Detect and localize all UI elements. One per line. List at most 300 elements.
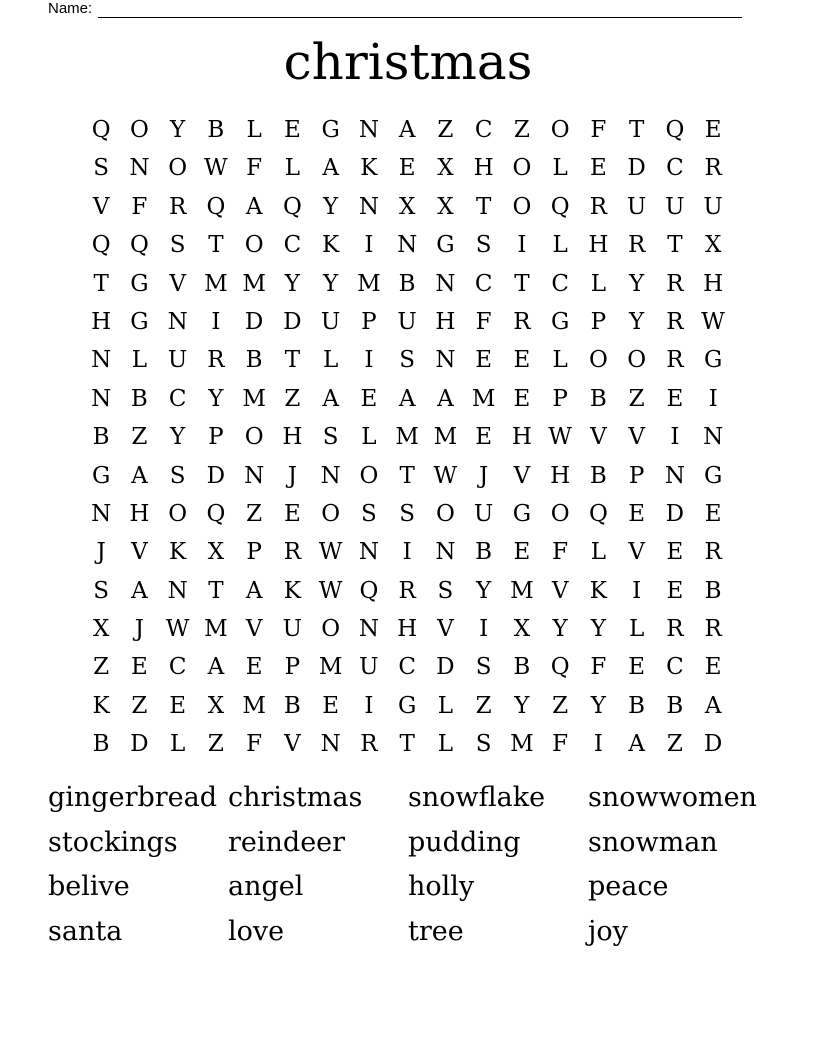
grid-letter: Q — [129, 232, 149, 259]
grid-letter: Z — [552, 692, 569, 719]
grid-letter: V — [284, 731, 301, 758]
grid-letter: O — [550, 117, 570, 143]
grid-letter: O — [512, 155, 532, 182]
grid-row — [82, 572, 734, 610]
grid-letter: B — [475, 539, 493, 566]
word-list-item: santa — [48, 916, 123, 948]
grid-letter: X — [513, 616, 531, 643]
grid-letter: N — [129, 155, 150, 182]
grid-letter: X — [437, 193, 454, 220]
grid-letter: S — [322, 424, 339, 451]
grid-letter: Y — [323, 193, 339, 220]
grid-letter: R — [666, 616, 684, 643]
grid-letter: Y — [208, 385, 224, 412]
grid-letter: N — [320, 731, 341, 758]
grid-row — [82, 687, 734, 725]
grid-letter: B — [245, 347, 263, 374]
grid-letter: N — [664, 462, 685, 489]
grid-letter: O — [168, 155, 188, 182]
grid-letter: K — [589, 577, 607, 604]
grid-letter: T — [514, 270, 530, 297]
grid-letter: Q — [550, 193, 570, 220]
grid-row — [82, 418, 734, 456]
grid-letter: E — [130, 654, 148, 681]
grid-letter: X — [398, 193, 416, 220]
grid-letter: D — [244, 308, 264, 335]
grid-letter: U — [473, 500, 494, 527]
grid-letter: W — [548, 424, 572, 451]
word-list-item: snowwomen — [588, 782, 757, 813]
word-list-item: holly — [408, 871, 475, 903]
word-list-item: peace — [588, 871, 669, 903]
grid-letter: N — [358, 117, 379, 143]
grid-letter: L — [590, 539, 607, 566]
grid-letter: D — [283, 308, 302, 335]
grid-letter: L — [437, 692, 454, 719]
grid-letter: S — [93, 155, 109, 182]
grid-letter: C — [474, 117, 493, 143]
grid-letter: W — [204, 155, 228, 182]
grid-letter: M — [204, 270, 228, 297]
grid-letter: M — [242, 385, 266, 412]
grid-letter: E — [283, 117, 301, 143]
grid-letter: C — [666, 155, 684, 182]
grid-letter: M — [242, 270, 266, 297]
grid-letter: E — [283, 500, 301, 527]
grid-letter: P — [208, 424, 224, 451]
grid-letter: K — [169, 539, 187, 566]
grid-letter: G — [91, 462, 111, 489]
grid-row — [82, 111, 734, 149]
grid-letter: G — [512, 500, 532, 527]
grid-letter: O — [168, 500, 188, 527]
grid-letter: W — [318, 539, 343, 566]
grid-letter: Q — [91, 232, 111, 259]
grid-letter: Z — [246, 500, 263, 527]
grid-letter: Q — [91, 117, 111, 143]
grid-letter: X — [92, 616, 110, 643]
grid-letter: O — [550, 500, 570, 527]
grid-letter: I — [364, 692, 374, 719]
grid-letter: Z — [131, 692, 148, 719]
grid-letter: Q — [206, 500, 226, 527]
grid-letter: A — [398, 385, 416, 412]
grid-letter: D — [665, 500, 685, 527]
grid-letter: F — [552, 539, 569, 566]
grid-letter: E — [704, 117, 722, 143]
grid-letter: G — [397, 692, 417, 719]
grid-row — [82, 149, 734, 187]
grid-letter: F — [552, 731, 569, 758]
grid-letter: W — [318, 577, 343, 604]
grid-letter: O — [588, 347, 608, 374]
grid-letter: N — [91, 500, 112, 527]
grid-letter: H — [129, 500, 150, 527]
grid-letter: O — [359, 462, 379, 489]
grid-letter: E — [513, 385, 531, 412]
grid-letter: M — [510, 577, 534, 604]
grid-letter: X — [207, 692, 225, 719]
grid-letter: T — [475, 193, 492, 220]
grid-letter: D — [627, 155, 646, 182]
grid-letter: I — [402, 539, 412, 566]
grid-letter: N — [91, 385, 112, 412]
grid-letter: T — [667, 232, 683, 259]
grid-letter: G — [321, 117, 340, 143]
grid-letter: P — [361, 308, 377, 335]
grid-letter: U — [359, 654, 379, 681]
grid-letter: U — [397, 308, 417, 335]
grid-letter: Y — [284, 270, 300, 297]
grid-letter: W — [165, 616, 190, 643]
grid-letter: Z — [666, 731, 683, 758]
word-list — [48, 776, 768, 955]
grid-row — [82, 303, 734, 341]
grid-letter: V — [245, 616, 263, 643]
grid-letter: N — [91, 347, 112, 374]
grid-letter: M — [357, 270, 381, 297]
grid-letter: E — [666, 539, 684, 566]
grid-letter: A — [322, 155, 339, 182]
grid-letter: N — [435, 270, 456, 297]
grid-letter: O — [321, 616, 341, 643]
grid-letter: L — [246, 117, 262, 143]
grid-letter: K — [322, 232, 340, 259]
grid-letter: V — [169, 270, 186, 297]
grid-letter: Q — [359, 577, 379, 604]
grid-row — [82, 610, 734, 648]
grid-letter: T — [628, 117, 645, 143]
grid-letter: F — [246, 731, 263, 758]
grid-letter: E — [628, 654, 646, 681]
word-list-item: angel — [228, 871, 304, 903]
grid-letter: N — [358, 193, 379, 220]
grid-letter: O — [321, 500, 341, 527]
grid-letter: B — [398, 270, 416, 297]
grid-letter: I — [211, 308, 221, 335]
grid-letter: S — [475, 731, 492, 758]
grid-letter: H — [588, 232, 609, 259]
grid-letter: E — [322, 692, 340, 719]
grid-letter: T — [93, 270, 109, 297]
word-list-item: pudding — [408, 826, 521, 858]
grid-letter: C — [168, 385, 187, 412]
grid-row — [82, 265, 734, 303]
grid-row — [82, 495, 734, 533]
grid-letter: T — [399, 731, 415, 758]
grid-letter: H — [473, 155, 494, 182]
grid-letter: S — [475, 232, 492, 259]
grid-letter: N — [358, 539, 379, 566]
grid-letter: I — [479, 616, 489, 643]
grid-letter: T — [208, 577, 224, 604]
grid-letter: N — [703, 424, 724, 451]
grid-letter: Y — [590, 692, 606, 719]
grid-letter: R — [704, 155, 722, 182]
grid-letter: P — [246, 539, 262, 566]
grid-letter: X — [437, 155, 454, 182]
grid-letter: E — [245, 654, 263, 681]
grid-letter: V — [551, 577, 569, 604]
grid-letter: Z — [131, 424, 148, 451]
grid-letter: B — [666, 692, 684, 719]
puzzle-title: christmas — [283, 33, 533, 91]
grid-letter: L — [552, 232, 568, 259]
grid-letter: I — [670, 424, 680, 451]
grid-letter: J — [287, 462, 297, 489]
grid-letter: Q — [665, 117, 685, 143]
grid-letter: O — [512, 193, 532, 220]
grid-letter: S — [399, 347, 415, 374]
grid-letter: I — [364, 232, 374, 259]
grid-letter: W — [433, 462, 458, 489]
grid-letter: J — [134, 616, 144, 643]
grid-letter: R — [168, 193, 187, 220]
grid-letter: V — [131, 539, 148, 566]
grid-letter: G — [550, 308, 570, 335]
grid-letter: T — [208, 232, 224, 259]
grid-letter: E — [628, 500, 646, 527]
grid-letter: J — [479, 462, 489, 489]
grid-letter: Y — [590, 616, 606, 643]
grid-letter: R — [704, 539, 722, 566]
grid-letter: V — [628, 424, 645, 451]
grid-letter: A — [398, 117, 416, 143]
grid-letter: M — [433, 424, 458, 451]
word-list-item: christmas — [228, 782, 363, 813]
grid-letter: W — [701, 308, 725, 335]
grid-letter: Q — [282, 193, 302, 220]
grid-letter: K — [283, 577, 301, 604]
grid-letter: Y — [170, 424, 186, 451]
grid-letter: Z — [513, 117, 530, 143]
grid-letter: S — [475, 654, 492, 681]
grid-letter: B — [704, 577, 722, 604]
grid-letter: B — [628, 692, 646, 719]
grid-letter: H — [91, 308, 112, 335]
grid-letter: B — [92, 424, 110, 451]
grid-row — [82, 648, 734, 686]
grid-letter: E — [666, 577, 684, 604]
grid-letter: M — [204, 616, 228, 643]
grid-letter: L — [552, 347, 568, 374]
grid-letter: L — [590, 270, 607, 297]
name-label: Name: — [48, 0, 93, 17]
grid-letter: A — [245, 193, 263, 220]
grid-letter: R — [589, 193, 608, 220]
grid-letter: V — [437, 616, 454, 643]
word-list-item: snowflake — [408, 782, 546, 813]
grid-letter: N — [167, 308, 188, 335]
grid-letter: M — [395, 424, 419, 451]
grid-letter: V — [628, 539, 645, 566]
grid-letter: U — [282, 616, 303, 643]
grid-letter: Q — [588, 500, 608, 527]
grid-letter: E — [475, 347, 493, 374]
grid-letter: H — [550, 462, 571, 489]
grid-letter: R — [207, 347, 225, 374]
grid-letter: E — [475, 424, 493, 451]
grid-letter: B — [130, 385, 148, 412]
grid-letter: A — [704, 692, 722, 719]
grid-letter: Z — [207, 731, 224, 758]
word-list-item: love — [228, 916, 285, 948]
grid-letter: B — [92, 731, 110, 758]
grid-letter: A — [131, 462, 148, 489]
grid-letter: V — [590, 424, 607, 451]
grid-letter: Y — [323, 270, 339, 297]
grid-row — [82, 380, 734, 418]
grid-letter: O — [244, 232, 264, 259]
grid-letter: R — [666, 270, 684, 297]
grid-row — [82, 533, 734, 571]
grid-letter: Y — [552, 616, 568, 643]
grid-letter: E — [704, 654, 722, 681]
grid-letter: K — [92, 692, 110, 719]
grid-letter: M — [471, 385, 496, 412]
grid-letter: E — [169, 692, 187, 719]
grid-letter: B — [283, 692, 301, 719]
grid-letter: Z — [284, 385, 301, 412]
grid-letter: P — [284, 654, 301, 681]
grid-letter: N — [397, 232, 418, 259]
grid-letter: Z — [93, 654, 110, 681]
grid-letter: R — [398, 577, 416, 604]
grid-letter: I — [632, 577, 642, 604]
grid-letter: L — [437, 731, 454, 758]
grid-letter: B — [589, 462, 607, 489]
grid-letter: C — [283, 232, 302, 259]
word-list-item: belive — [48, 871, 130, 903]
grid-letter: L — [131, 347, 148, 374]
grid-letter: N — [320, 462, 341, 489]
grid-letter: F — [590, 117, 607, 143]
grid-letter: S — [437, 577, 454, 604]
grid-letter: Z — [475, 692, 492, 719]
grid-letter: E — [513, 347, 531, 374]
grid-letter: H — [703, 270, 724, 297]
grid-letter: G — [436, 232, 455, 259]
grid-letter: R — [360, 731, 378, 758]
grid-row — [82, 341, 734, 379]
grid-letter: C — [398, 654, 416, 681]
grid-letter: H — [397, 616, 418, 643]
grid-letter: A — [437, 385, 454, 412]
grid-letter: V — [513, 462, 531, 489]
name-blank-line — [98, 3, 742, 18]
grid-letter: L — [284, 155, 301, 182]
grid-letter: A — [207, 654, 225, 681]
grid-letter: O — [244, 424, 264, 451]
grid-letter: R — [627, 232, 646, 259]
grid-letter: V — [92, 193, 110, 220]
grid-letter: N — [167, 577, 188, 604]
grid-letter: C — [168, 654, 187, 681]
grid-letter: E — [398, 155, 416, 182]
grid-letter: R — [283, 539, 302, 566]
grid-letter: B — [589, 385, 607, 412]
grid-letter: R — [666, 308, 684, 335]
grid-letter: M — [510, 731, 534, 758]
grid-letter: X — [207, 539, 225, 566]
grid-letter: T — [399, 462, 415, 489]
grid-letter: F — [246, 155, 263, 182]
grid-letter: N — [244, 462, 265, 489]
grid-letter: P — [628, 462, 645, 489]
grid-letter: D — [130, 731, 149, 758]
grid-letter: Q — [206, 193, 226, 220]
grid-letter: G — [703, 462, 723, 489]
word-list-item: gingerbread — [48, 782, 218, 813]
grid-letter: U — [703, 193, 723, 220]
grid-letter: C — [666, 654, 684, 681]
grid-letter: D — [206, 462, 226, 489]
grid-letter: O — [435, 500, 455, 527]
grid-letter: N — [435, 539, 456, 566]
grid-letter: F — [131, 193, 148, 220]
grid-letter: H — [511, 424, 532, 451]
grid-letter: A — [322, 385, 339, 412]
grid-letter: H — [435, 308, 456, 335]
grid-letter: A — [245, 577, 263, 604]
word-list-item: snowman — [588, 826, 718, 858]
grid-letter: D — [436, 654, 455, 681]
grid-letter: Q — [550, 654, 570, 681]
grid-letter: S — [360, 500, 377, 527]
grid-letter: L — [322, 347, 339, 374]
grid-letter: N — [435, 347, 456, 374]
grid-letter: Y — [629, 308, 645, 335]
grid-letter: G — [130, 308, 149, 335]
word-list-item: stockings — [48, 826, 178, 858]
grid-letter: A — [131, 577, 148, 604]
grid-letter: L — [361, 424, 377, 451]
grid-letter: I — [593, 731, 603, 758]
grid-letter: C — [551, 270, 569, 297]
grid-letter: N — [358, 616, 379, 643]
grid-letter: I — [364, 347, 374, 374]
grid-letter: G — [130, 270, 149, 297]
grid-letter: B — [207, 117, 225, 143]
grid-letter: L — [628, 616, 645, 643]
name-field — [48, 0, 748, 18]
grid-row — [82, 188, 734, 226]
grid-letter: E — [704, 500, 722, 527]
grid-letter: E — [589, 155, 607, 182]
grid-letter: I — [517, 232, 527, 259]
grid-letter: G — [703, 347, 723, 374]
grid-letter: C — [474, 270, 493, 297]
grid-letter: Y — [514, 692, 530, 719]
grid-letter: E — [513, 539, 531, 566]
grid-letter: T — [284, 347, 301, 374]
grid-letter: R — [704, 616, 722, 643]
word-list-item: reindeer — [228, 826, 346, 858]
grid-letter: E — [666, 385, 684, 412]
grid-letter: A — [628, 731, 645, 758]
grid-letter: S — [399, 500, 415, 527]
grid-letter: U — [626, 193, 647, 220]
grid-letter: J — [96, 539, 106, 566]
grid-letter: F — [475, 308, 492, 335]
grid-letter: Z — [437, 117, 454, 143]
word-list-item: joy — [588, 916, 628, 948]
grid-row — [82, 457, 734, 495]
letter-grid — [82, 111, 734, 764]
grid-letter: Y — [629, 270, 645, 297]
grid-letter: I — [708, 385, 718, 412]
grid-letter: K — [360, 155, 378, 182]
